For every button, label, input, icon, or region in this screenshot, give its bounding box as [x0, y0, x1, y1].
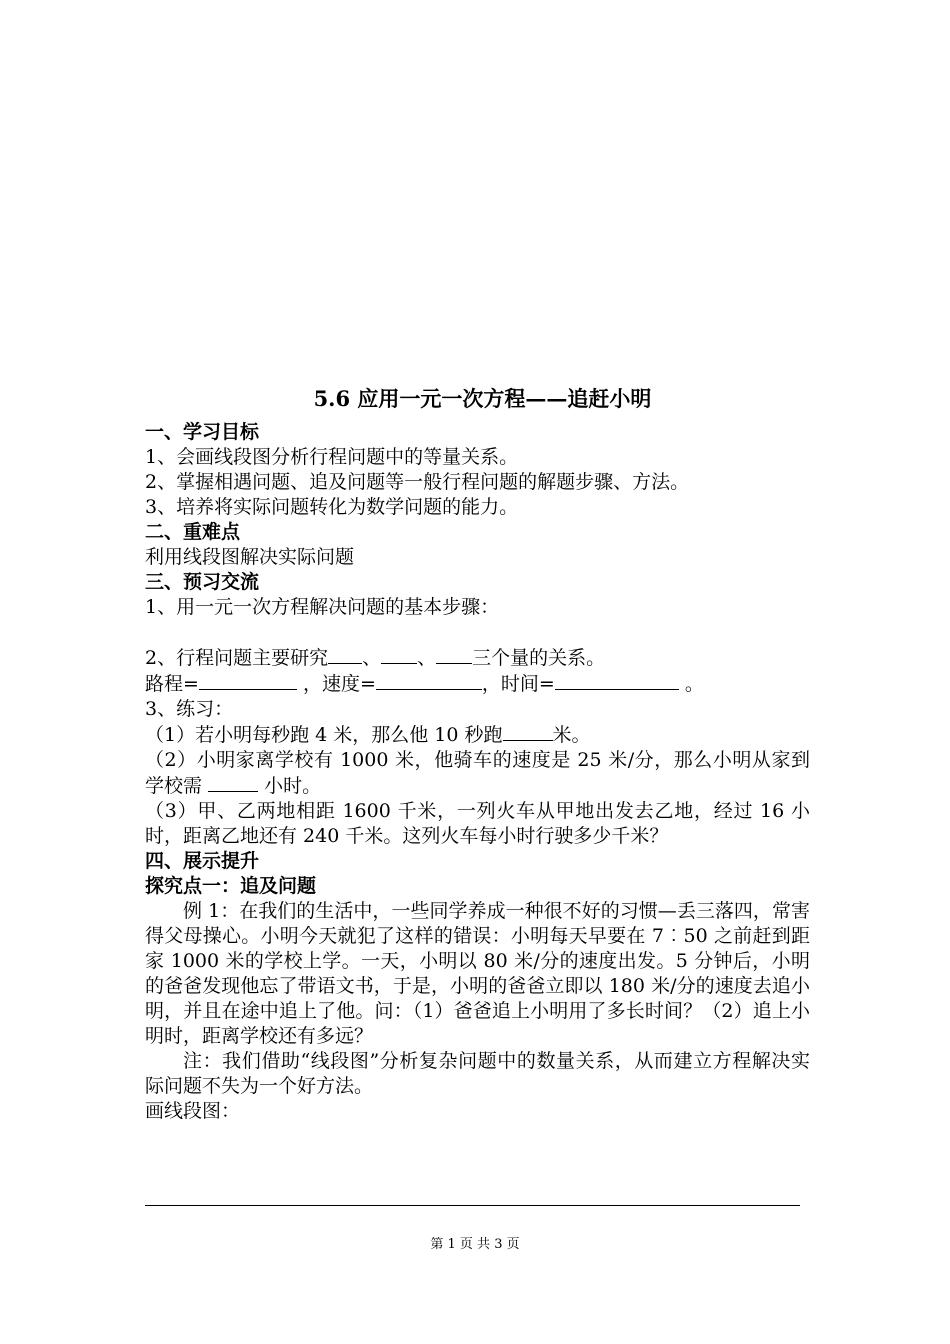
section-heading-goals: 一、学习目标: [145, 421, 260, 443]
answer-blank: [328, 645, 362, 664]
footer-divider: [145, 1205, 800, 1206]
exercise-2-unit: 小时。: [264, 775, 322, 797]
exercise-1-text: （1）若小明每秒跑 4 米，那么他 10 秒跑: [145, 724, 503, 746]
question-2-suffix: 三个量的关系。: [472, 647, 606, 669]
goal-item: 1、会画线段图分析行程问题中的等量关系。: [145, 446, 519, 468]
separator: 、: [362, 647, 382, 669]
section-heading-preview: 三、预习交流: [145, 571, 260, 593]
exercise-1-unit: 米。: [552, 724, 591, 746]
question-2-prefix: 2、行程问题主要研究: [145, 647, 329, 669]
answer-blank: [503, 722, 553, 741]
answer-blank: [376, 671, 482, 690]
formula-speed-label: ，速度=: [302, 673, 376, 695]
answer-blank: [199, 671, 297, 690]
subheading-pursuit: 探究点一：追及问题: [145, 875, 317, 897]
exercise-2: [145, 748, 810, 799]
answer-blank: [381, 645, 417, 664]
answer-blank: [436, 645, 472, 664]
document-body: [145, 382, 810, 1124]
exercise-1: [145, 722, 810, 748]
separator: 、: [417, 647, 437, 669]
answer-blank: [555, 671, 679, 690]
note: 注：我们借助“线段图”分析复杂问题中的数量关系，从而建立方程解决实际问题不失为一个好方法。: [145, 1050, 810, 1097]
answer-blank: [208, 773, 258, 792]
goal-item: 2、掌握相遇问题、追及问题等一般行程问题的解题步骤、方法。: [145, 471, 690, 493]
question-1: 1、用一元一次方程解决问题的基本步骤：: [145, 596, 500, 618]
formula-time-label: ，时间=: [481, 673, 555, 695]
exercise-3: （3）甲、乙两地相距 1600 千米，一列火车从甲地出发去乙地，经过 16 小时，距离乙地还有 240 千米。这列火车每小时行驶多少千米？: [145, 800, 810, 847]
formula-line: [145, 671, 810, 697]
goal-item: 3、培养将实际问题转化为数学问题的能力。: [145, 496, 519, 518]
answer-space: [145, 620, 810, 645]
question-3: 3、练习：: [145, 698, 234, 720]
draw-prompt: 画线段图：: [145, 1100, 241, 1122]
page-title: 5.6 应用一元一次方程——追赶小明: [313, 386, 652, 411]
key-point-text: 利用线段图解决实际问题: [145, 546, 355, 568]
page-number: 第 1 页 共 3 页: [430, 1237, 520, 1252]
question-2: [145, 645, 810, 671]
exercise-2-text: （2）小明家离学校有 1000 米，他骑车的速度是 25 米/分，那么小明从家到学校需: [145, 749, 810, 797]
formula-distance-label: 路程=: [145, 673, 199, 695]
formula-end: 。: [684, 673, 704, 695]
section-heading-showcase: 四、展示提升: [145, 850, 260, 872]
example-1: 例 1：在我们的生活中，一些同学养成一种很不好的习惯—丢三落四，常害得父母操心。小明今天就犯了这样的错误：小明每天早要在 7︰50 之前赶到距家 1000 米的学校上学。一天，小明以 80 米/分的速度出发。5 分钟后，小明的爸爸发现他忘了带语文书，于是，小明的爸爸立即以 180 米/分的速度去追小明，并且在途中追上了他。问：（1）爸爸追上小明用了多长时间？（2）追上小明时，距离学校还有多远？: [145, 900, 810, 1047]
section-heading-key-points: 二、重难点: [145, 521, 241, 543]
